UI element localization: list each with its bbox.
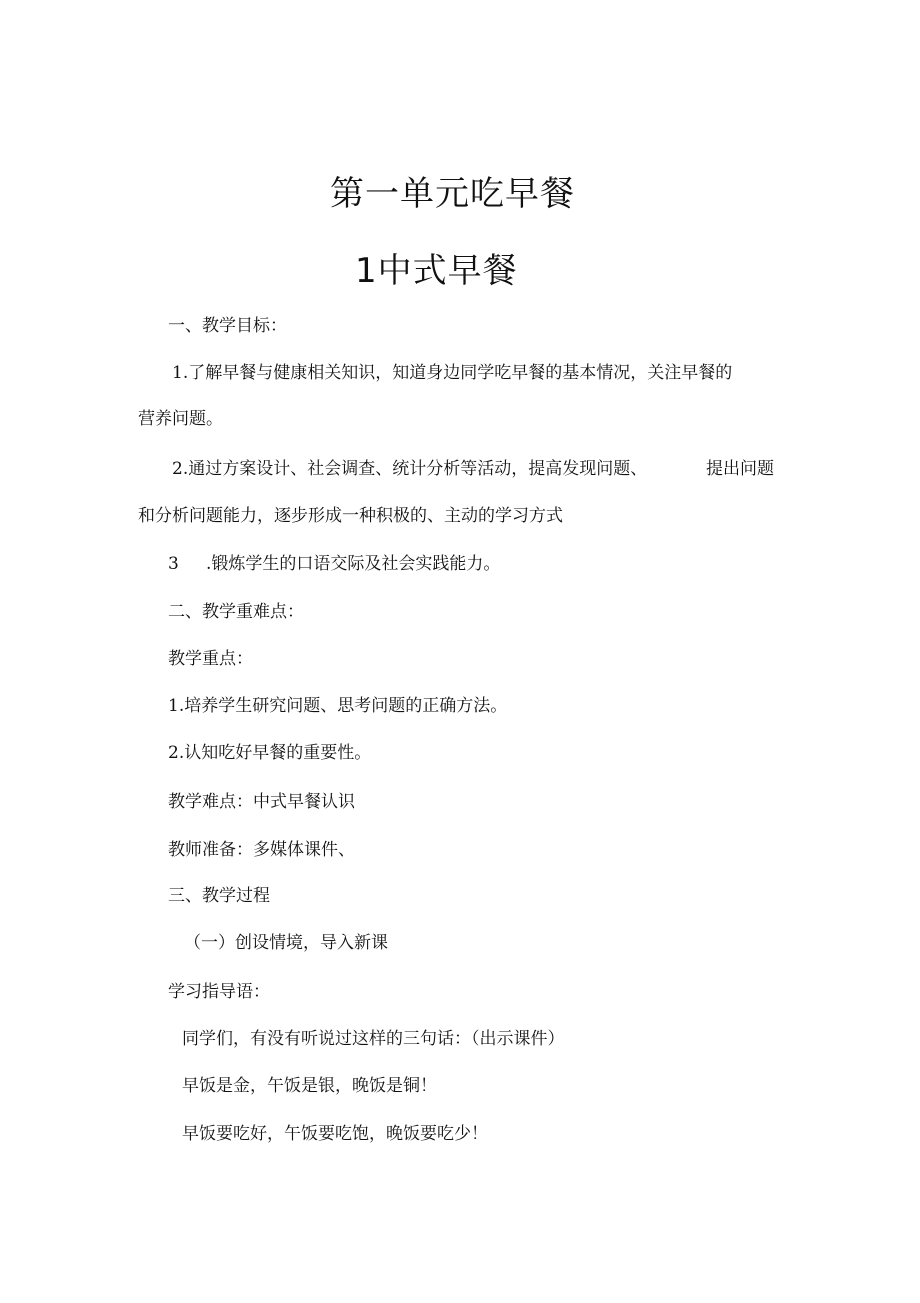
goal-1-text: .了解早餐与健康相关知识，知道身边同学吃早餐的基本情况，关注早餐的 <box>182 363 733 383</box>
process-part-1: （一）创设情境，导入新课 <box>184 933 388 953</box>
preparation-line: 教师准备：多媒体课件、 <box>168 840 355 860</box>
goal-2-text: .通过方案设计、社会调查、统计分析等活动，提高发现问题、 <box>182 459 648 479</box>
goal-3-number: 3 <box>168 554 179 574</box>
key-point-2-number: 2 <box>168 743 179 763</box>
section-heading-goals: 一、教学目标： <box>168 316 287 336</box>
document-subtitle: 1中式早餐 <box>355 251 518 291</box>
key-point-2 <box>168 745 371 762</box>
guide-line-3: 早饭要吃好，午饭要吃饱，晚饭要吃少！ <box>182 1124 488 1144</box>
key-point-1 <box>168 698 507 715</box>
goal-1-number: 1 <box>172 363 183 383</box>
goal-3 <box>168 556 179 573</box>
key-point-1-text: .培养学生研究问题、思考问题的正确方法。 <box>178 696 508 716</box>
goal-2-line-2: 和分析问题能力，逐步形成一种积极的、主动的学习方式 <box>138 506 563 526</box>
key-point-2-text: .认知吃好早餐的重要性。 <box>178 743 372 763</box>
key-point-1-number: 1 <box>168 696 179 716</box>
goal-1-line-2: 营养问题。 <box>138 409 223 429</box>
section-heading-process: 三、教学过程 <box>168 886 270 906</box>
goal-2-line-1 <box>172 461 647 478</box>
section-heading-key-points: 二、教学重难点： <box>168 602 304 622</box>
guide-line-1: 同学们，有没有听说过这样的三句话：（出示课件） <box>182 1029 565 1049</box>
guide-line-2: 早饭是金，午饭是银，晚饭是铜！ <box>182 1076 437 1096</box>
goal-2-line-1-tail: 提出问题 <box>706 459 774 479</box>
difficulty-line: 教学难点：中式早餐认识 <box>168 792 355 812</box>
goal-3-text: .锻炼学生的口语交际及社会实践能力。 <box>206 554 501 574</box>
document-title: 第一单元吃早餐 <box>330 174 575 214</box>
goal-2-number: 2 <box>172 459 183 479</box>
key-points-heading: 教学重点： <box>168 649 253 669</box>
goal-1-line-1 <box>172 365 732 382</box>
guide-heading: 学习指导语： <box>168 982 270 1002</box>
